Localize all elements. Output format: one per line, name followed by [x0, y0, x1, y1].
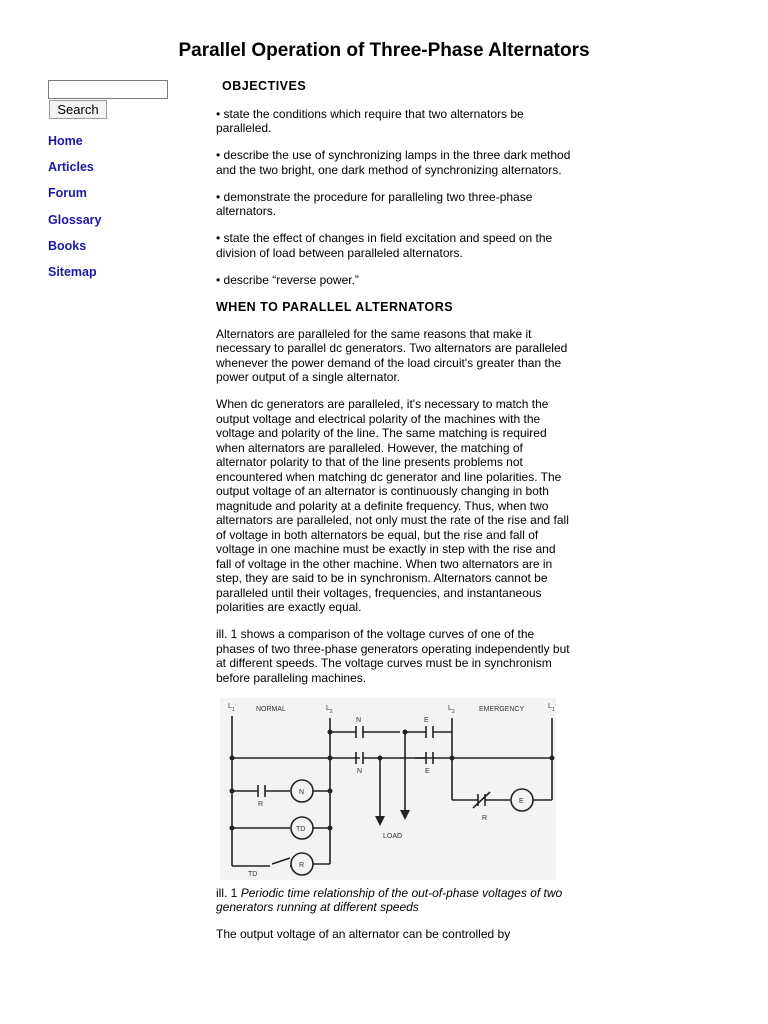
objective-item: • describe the use of synchronizing lamps in the three dark method and the two bright, one dark method of synchronizing alternators.: [216, 148, 571, 177]
label-load: LOAD: [383, 832, 403, 840]
label-normal: NORMAL: [256, 705, 286, 713]
nav-link-articles[interactable]: Articles: [48, 160, 94, 175]
section-heading: WHEN TO PARALLEL ALTERNATORS: [216, 299, 454, 314]
label-emergency: EMERGENCY: [479, 705, 525, 713]
label-n-coil: N: [299, 788, 305, 796]
nav-link-glossary[interactable]: Glossary: [48, 212, 102, 227]
objective-item: • demonstrate the procedure for paralleling two three-phase alternators.: [216, 189, 533, 218]
search-input[interactable]: [48, 80, 168, 99]
figure-caption: [216, 886, 572, 915]
label-r-coil: R: [299, 861, 305, 869]
label-n-bottom: N: [357, 767, 363, 775]
caption-prefix: ill. 1: [216, 885, 238, 900]
nav-link-forum[interactable]: Forum: [48, 186, 87, 201]
label-r-contact: R: [258, 800, 264, 808]
objective-item: • state the conditions which require that two alternators be paralleled.: [216, 106, 524, 135]
body-paragraph: When dc generators are paralleled, it's necessary to match the output voltage and electrical polarity of the machines with the voltage and polarity of the line. The same matching is required when alternators are paralleled. However, the matching of alternator polarity to that of the line presents problems not encountered when matching dc generator and line polarities. The output voltage of an alternator is continuously changing in both magnitude and polarity at a definite frequency. Thus, when two alternators are paralleled, not only must the rate of the rise and fall of voltage in both alternators be equal, but the rise and fall of voltage in one machine must be exactly in step with the rise and fall of voltage in the other machine. When two alternators are in step, they are said to be in synchronism. Alternators cannot be paralleled until their voltages, frequencies, and instantaneous polarities are exactly equal.: [216, 397, 569, 614]
objective-item: • state the effect of changes in field excitation and speed on the division of load between paralleled alternators.: [216, 231, 553, 260]
label-td-coil: TD: [296, 825, 306, 833]
page-title: Parallel Operation of Three-Phase Alternators: [178, 40, 590, 61]
article-content: [216, 79, 572, 954]
body-paragraph: The output voltage of an alternator can be controlled by: [216, 927, 511, 941]
objectives-heading: OBJECTIVES: [222, 79, 307, 93]
label-td-contact: TD: [248, 870, 258, 878]
label-l2-right: $L_2$: [448, 704, 455, 715]
label-l1-right: $L_1$: [548, 702, 555, 713]
nav-link-home[interactable]: Home: [48, 134, 83, 148]
search-button[interactable]: Search: [49, 100, 107, 119]
body-paragraph: Alternators are paralleled for the same reasons that make it necessary to parallel dc generators. Two alternators are paralleled whenever the power demand of the load circuit's greater than the power output of a single alternator.: [216, 326, 568, 384]
label-l1: $L_1$: [228, 702, 235, 713]
objective-item: • describe “reverse power.”: [216, 272, 359, 287]
nav-link-sitemap[interactable]: Sitemap: [48, 264, 97, 279]
label-e-top: E: [424, 716, 429, 724]
nav-link-books[interactable]: Books: [48, 238, 87, 253]
label-e-bottom: E: [425, 767, 430, 775]
label-r-right: R: [482, 814, 488, 822]
label-n-top: N: [356, 716, 362, 724]
caption-text: Periodic time relationship of the out-of-phase voltages of two generators running at different speeds: [216, 885, 563, 914]
circuit-diagram: [220, 698, 556, 880]
body-paragraph: ill. 1 shows a comparison of the voltage curves of one of the phases of two three-phase generators operating independently but at different speeds. The voltage curves must be in synchronism before paralleling machines.: [216, 627, 570, 685]
label-l2: $L_2$: [326, 704, 333, 715]
sidebar-nav: [48, 134, 102, 291]
label-e-coil: E: [519, 797, 524, 805]
